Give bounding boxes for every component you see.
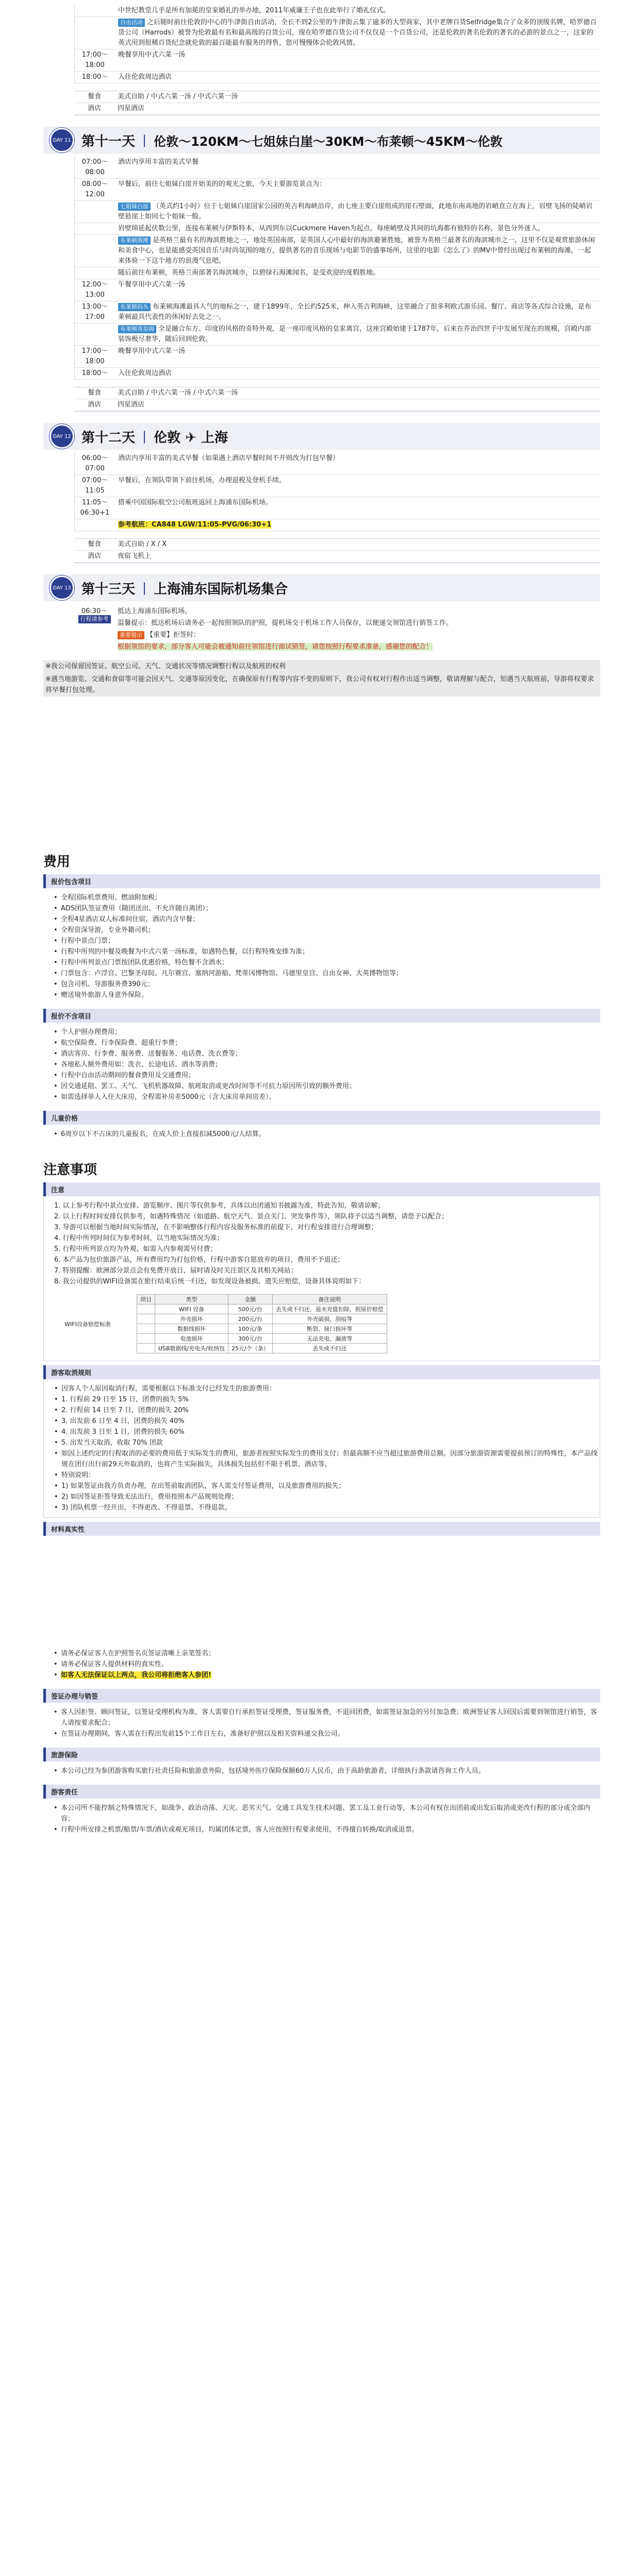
cancel-item: • 特别说明：: [54, 1470, 600, 1481]
include-item: • ADS团队签证费用（随团送出、不允许随自离团）；: [54, 903, 600, 914]
row-text: 岩壁绵延起伏数公里，连接布莱顿与伊斯特本，从西到东以Cuckmere Haven为起点，每座峭壁及其间的坑海都有独特的名称，景色分外迷人。: [118, 225, 544, 232]
wifi-cell: 断裂、接口损坏等: [272, 1324, 387, 1334]
schedule-row: [75, 301, 600, 324]
spacer: [43, 605, 74, 653]
wifi-cell: 外壳损坏: [155, 1314, 228, 1324]
row-text: 早餐后，在领队带领下前往机场，办理退税及登机手续。: [118, 477, 286, 484]
exclude-item: • 酒店客房、行李费、服务费、送餐服务、电话费、洗衣费等；: [54, 1048, 600, 1059]
row-time: [75, 201, 115, 223]
day12-rows: [74, 453, 600, 531]
row-time: 11:05～06:30+1: [80, 499, 110, 517]
tips-bar: 游客责任: [43, 1785, 600, 1799]
row-time: 12:00～13:00: [81, 281, 108, 299]
row-detail: [115, 179, 600, 200]
schedule-row: [75, 519, 600, 531]
cancel-item: • 2. 行程前 14 日至 7 日，团费的损失 20%: [54, 1405, 600, 1416]
wifi-row: [137, 1344, 387, 1353]
child-bar: 儿童价格: [43, 1111, 600, 1125]
include-item: • 行程中所列景点门票按团队优惠价格，特色餐不含酒水；: [54, 957, 600, 968]
row-detail: [115, 497, 600, 519]
row-time: [75, 324, 115, 345]
schedule-row: [75, 72, 600, 83]
day-number: 第十一天: [81, 133, 136, 149]
wifi-cell: 电池损坏: [155, 1334, 228, 1344]
cancel-item: • 3. 出发前 6 日至 4 日，团费的损失 40%: [54, 1416, 600, 1427]
schedule-row: [75, 5, 600, 17]
row-text: 酒店内享用丰富的美式早餐: [118, 158, 199, 166]
day10-rows: [74, 5, 600, 83]
row-detail: [115, 17, 600, 49]
cancel-box: [43, 1379, 600, 1518]
tips-item: • 行程中所安排之机票/船票/车票/酒店或观光项目，均属团体定票，客人应按照行程要求使用，不得擅自转换/取消或退票。: [54, 1824, 600, 1835]
row-detail: [115, 5, 600, 16]
notice-item: 2. 以上行程时间安排仅供参考，如遇特殊情况（如道路、航空天气、景点关门、突发事件等），领队将予以适当调整，请您予以配合；: [54, 1213, 449, 1221]
schedule-row: [75, 179, 600, 201]
notice-item: 1. 以上参考行程中景点安排、游览顺序、图片等仅供参考，具体以出团通知书披露为准，特此告知，敬请谅解；: [54, 1202, 385, 1210]
spot-tag: 布莱顿英皇阁: [118, 325, 156, 333]
arrival-text: 抵达上海浦东国际机场。: [118, 607, 192, 615]
row-detail: [115, 368, 600, 379]
exclude-list: [54, 1023, 600, 1107]
arrival-text: 温馨提示：抵达机场后请务必一起按照领队的护照，提机场交于机场工作人员保存，以便递交领馆进行销签工作。: [118, 619, 453, 627]
visa-item: • 客人因拒签、顾问签证，以签证受理机构为准，客人需要自行承担签证受理费，签证服务费，不退回团费，如需签证加急的另付加急费；欧洲签证客人回国后需要到领馆进行销签，客人请按要求配合；: [54, 1707, 600, 1728]
wifi-label: WIFI设备赔偿标准: [64, 1320, 111, 1328]
row-time: 06:00～07:00: [81, 454, 108, 472]
row-detail: [115, 475, 600, 497]
include-item: • 行程中景点门票；: [54, 936, 600, 946]
row-time: 酒店: [87, 401, 101, 409]
notice-item: 5. 行程中所列景点均为外观，如需入内参观需另付费；: [54, 1245, 217, 1253]
insurance-list: [54, 1761, 600, 1781]
arrival-text: 【重要】拒签时：: [146, 631, 201, 639]
blank-gap: [0, 697, 628, 851]
row-time: 07:00～11:05: [81, 477, 108, 495]
arrival-note: [114, 617, 600, 629]
arrival-note: [114, 629, 600, 641]
day12-section: [43, 423, 600, 563]
wifi-cell: [137, 1304, 155, 1314]
wifi-cell: [137, 1324, 155, 1334]
row-time: 餐食: [87, 93, 101, 100]
row-text: 全是融合东方、印度的风格的奇特外观，是一座印度风格的皇家离宫，这座宫殿始建于1787年，后来在乔治四世手中发展至现在的规模，宫殿内部装饰极尽奢华，随后回到伦敦。: [118, 325, 591, 343]
tips-list: [54, 1799, 600, 1839]
schedule-row: [74, 91, 600, 103]
day13-header: [43, 574, 600, 601]
wifi-row: [137, 1324, 387, 1334]
schedule-row: [75, 157, 600, 179]
wifi-cell: [137, 1314, 155, 1324]
wifi-cell: 200元/台: [228, 1314, 273, 1324]
include-item: • 包含司机、导游服务费390元；: [54, 979, 600, 990]
schedule-row: [75, 279, 600, 301]
day11-rows: [74, 157, 600, 380]
day11-meals: [74, 387, 600, 412]
material-item: • 请务必保证客人提供材料的真实性。: [54, 1659, 600, 1670]
itinerary-notes: [0, 660, 628, 697]
day10-section: [43, 0, 600, 115]
include-item: • 行程中所列的中餐及晚餐为中式六菜一汤标准，如遇特色餐，以行程特殊安排为准；: [54, 946, 600, 957]
material-list: [54, 1644, 600, 1685]
day12-meals: [74, 538, 600, 563]
cancel-item: • 4. 出发前 3 日至 1 日，团费的损失 60%: [54, 1427, 600, 1437]
visa-list: [54, 1703, 600, 1743]
wifi-header-cell: 项目: [137, 1295, 155, 1304]
clock-time: 06:30～: [81, 607, 108, 615]
schedule-row: [75, 453, 600, 475]
wifi-cell: 100元/条: [228, 1324, 273, 1334]
row-text: 布莱顿海滩最具人气的地标之一，建于1899年，全长约525米，伸入英吉利海峡，这里融合了很多利欧式游乐园、餐厅、商店等各式综合设施，是布莱顿最具代表性的休闲好去处之一。: [118, 303, 591, 321]
wifi-cell: 25元/个（条）: [228, 1344, 273, 1353]
row-text: 四星酒店: [118, 105, 145, 112]
day13-body: [43, 605, 600, 653]
row-detail: [115, 72, 600, 83]
row-text: 早餐后，前往七姐妹白崖开始美的的观光之旅，今天主要游览景点为：: [118, 180, 326, 188]
schedule-row: [74, 539, 600, 551]
wifi-cell: [137, 1344, 155, 1353]
divider: |: [142, 429, 147, 444]
row-time: 酒店: [87, 552, 101, 560]
insurance-item: [54, 1766, 600, 1776]
row-time: 餐食: [87, 540, 101, 548]
row-detail: [115, 157, 600, 178]
material-bar: 材料真实性: [43, 1522, 600, 1536]
cancel-item: • 3) 团队机票一经开出，不得更改、不得退票、不得退款。: [54, 1502, 600, 1513]
row-time: 13:00～17:00: [81, 303, 108, 321]
row-detail: [114, 551, 600, 562]
wifi-cell: 丢失或不归还: [272, 1344, 387, 1353]
visa-bar: 签证办理与销签: [43, 1689, 600, 1703]
row-text: 晚餐享用中式六菜一汤: [118, 347, 186, 355]
exclude-item: • 航空保险费、行李保险费、超重行李费；: [54, 1038, 600, 1048]
row-text: 参考航班：CA848 LGW/11:05-PVG/06:30+1: [118, 521, 272, 529]
day11-section: [43, 127, 600, 412]
cancel-item: • 因客人个人原因取消行程，需要根据以下标准支付已经发生的旅游费用：: [54, 1383, 600, 1394]
child-price-text: 6周岁以下不占床的儿童报名，在成人价上直接扣减5000元/人结算。: [61, 1130, 266, 1138]
cancel-item: • 5. 出发当天取消，收取 70% 团款: [54, 1437, 600, 1448]
include-item: • 全程国际机票费用、燃油附加税；: [54, 892, 600, 903]
schedule-row: [74, 387, 600, 399]
row-detail: [115, 519, 600, 531]
child-list: [54, 1125, 600, 1144]
row-text: 中世纪教堂几乎是所有加冕的皇家婚礼的举办地，2011年威廉王子也在此举行了婚礼仪式。: [118, 7, 390, 14]
row-text: 美式自助 / 中式六菜一汤 / 中式六菜一汤: [118, 389, 238, 397]
cancel-item: • 1) 如果签证由我方负责办理，在出签前取消团队，客人需支付签证费用，以及旅游费用的损失；: [54, 1481, 600, 1492]
row-text: 四星酒店: [118, 401, 145, 409]
row-detail: [115, 223, 600, 234]
row-detail: [114, 91, 600, 103]
notice-item: 6. 本产品为包价旅游产品，所有费用均为打包价格，行程中游客自愿放弃的项目，费用不予退还；: [54, 1256, 344, 1264]
divider: |: [142, 133, 147, 147]
day13-rows: [114, 605, 600, 653]
visa-item: • 在签证办理期间，客人需在行程出发前15个工作日左右，准备好护照以及相关资料递交我公司。: [54, 1728, 600, 1739]
notice-title: 注意事项: [43, 1162, 97, 1178]
schedule-row: [75, 267, 600, 279]
gap: [0, 1144, 628, 1159]
blank-gap: [0, 1536, 628, 1644]
notice-item: 3. 导游可以根据当地时间实际情况，在不影响整体行程内容及服务标准的前提下，对行程安排进行合理调整；: [54, 1224, 378, 1231]
row-detail: [114, 539, 600, 550]
day12-header: [43, 423, 600, 450]
schedule-row: [75, 324, 600, 346]
row-detail: [115, 279, 600, 301]
schedule-row: [75, 17, 600, 49]
row-text: 搭乘中国国际航空公司航班返回上海浦东国际机场。: [118, 499, 273, 506]
day13-section: [43, 574, 600, 653]
wifi-cell: 丢失或不归还，退水充值扣除，照原价赔偿: [272, 1304, 387, 1314]
schedule-row: [74, 399, 600, 411]
wifi-cell: 无法充电、漏液等: [272, 1334, 387, 1344]
wifi-header-cell: 金额: [228, 1295, 273, 1304]
include-item: • 全程4星酒店双人标准间住宿，酒店内含早餐；: [54, 914, 600, 925]
schedule-row: [74, 551, 600, 563]
notice-box: [43, 1196, 600, 1361]
wifi-cell: [137, 1334, 155, 1344]
include-bar: 报价包含项目: [43, 874, 600, 888]
material-warning: [54, 1670, 600, 1681]
row-time: 18:00～: [81, 73, 108, 81]
exclude-item: • 因交通延阻、罢工、天气、飞机机器故障、航班取消或更改时间等不可抗力原因所引致的额外费用；: [54, 1081, 600, 1092]
notice-item: 7. 特别提醒：欧洲部分景点会有免费开放日，届时请及时关注景区及其相关网站；: [54, 1267, 298, 1275]
wifi-cell: 数据线损坏: [155, 1324, 228, 1334]
schedule-row: [75, 201, 600, 223]
include-item: • 全程资深导游，专业外籍司机；: [54, 925, 600, 936]
wifi-header-cell: 备注说明: [272, 1295, 387, 1304]
row-text: 夜宿飞机上: [118, 552, 152, 560]
row-text: 入住伦敦周边酒店: [118, 73, 172, 81]
include-list: [54, 888, 600, 1005]
divider: |: [142, 581, 147, 595]
row-detail: [115, 267, 600, 279]
wifi-row: [137, 1334, 387, 1344]
wifi-header-row: [137, 1295, 387, 1304]
row-time: 酒店: [87, 105, 101, 112]
day-title: 上海浦东国际机场集合: [154, 581, 288, 597]
clock-block: [74, 605, 114, 653]
exclude-bar: 报价不含项目: [43, 1009, 600, 1023]
notice-item: 4. 行程中所列时间仅为参考时间，以当地实际情况为准；: [54, 1234, 224, 1242]
tips-item: • 本公司所不能控制之特殊情况下，如战争、政治动荡、天灾、恶劣天气、交通工具发生技术问题、罢工及工业行动等，本公司有权在出团前或出发后取消或更改行程的部分或全部内容；: [54, 1803, 600, 1824]
material-warning-text: 如客人无法保证以上两点，我公司将拒绝客人参团!: [61, 1671, 211, 1679]
row-time: [75, 5, 115, 16]
row-time: [75, 17, 115, 49]
notice-bar: 注意: [43, 1182, 600, 1196]
exclude-item: • 个人护照办理费用；: [54, 1027, 600, 1038]
day-badge: DAY 13: [49, 575, 74, 600]
insurance-text: 本公司已经为参团游客购买旅行社责任险和旅游意外险，包括境外医疗保险保额60万人民币，由于高龄旅游者，详细执行条款请咨询工作人员。: [61, 1767, 485, 1775]
row-text: 美式自助 / X / X: [118, 540, 167, 548]
row-detail: [115, 301, 600, 323]
row-text: 随后前往布莱顿，英格兰南部著名海滨城市，以碧绿石海滩闻名，是受欢迎的度假胜地。: [118, 269, 380, 277]
fees-title: 费用: [43, 854, 71, 870]
schedule-row: [75, 368, 600, 380]
row-detail: [115, 49, 600, 71]
row-time: 17:00～18:00: [81, 347, 108, 365]
exclude-item: • 各地私人额外费用如：洗衣、长途电话、酒水等消费；: [54, 1059, 600, 1070]
row-text: 午餐享用中式六菜一汤: [118, 281, 186, 289]
notice-item: 8. 我公司提供的WIFI设备需在旅行结束后统一归还，如发现设备被损、遗失应赔偿，设备具体说明如下：: [54, 1278, 366, 1285]
row-time: 17:00～18:00: [81, 51, 108, 69]
row-text: 入住伦敦周边酒店: [118, 369, 172, 377]
schedule-row: [75, 223, 600, 235]
spot-tag: 七姐妹白崖: [118, 202, 151, 211]
notice-list: [54, 1196, 600, 1291]
row-detail: [114, 387, 600, 399]
wifi-cell: WIFI 设备: [155, 1304, 228, 1314]
cancel-item: • 2) 如因签证拒签导致无法出行，费用按照本产品规则处理；: [54, 1492, 600, 1502]
day-number: 第十二天: [81, 430, 136, 446]
itinerary-note: ※我公司保留因签证、航空公司、天气、交通状况等情况调整行程以及航班的权利: [43, 660, 600, 673]
clock-tag: 行程请参考: [78, 615, 111, 623]
row-detail: [114, 399, 600, 411]
row-detail: [115, 201, 600, 223]
notice-tag: 重要提示: [118, 631, 144, 639]
schedule-row: [74, 103, 600, 115]
row-time: [75, 235, 115, 267]
wifi-row: [137, 1314, 387, 1324]
row-text: 之后随时前往伦敦的中心的牛津街自由活动，全长不到2公里的牛津街云集了逾多的大型商家，其中老牌百货Selfridge集合了众多的顶级名牌，哈罗德百货公司（Harrods）被誉为伦敦最有名和最高级的百货公司，现在哈罗德百货公司不仅仅是一个百货公司，还是伦敦的著名伦敦的著名的必游的景点之一，这家的英式用到很稀百货纪念就伦敦的最百能最有服务的得售，您可慢慢体会伦敦风情。: [118, 19, 597, 47]
day-badge: DAY 12: [49, 424, 74, 449]
include-item: • 门票包含：卢浮宫、巴黎圣母院、凡尔赛宫、塞纳河游船、梵蒂冈博物馆、马德里皇宫、自由女神、大英博物馆等；: [54, 968, 600, 979]
wifi-block: [44, 1291, 600, 1361]
child-price: [54, 1129, 600, 1140]
row-detail: [114, 103, 600, 114]
day11-header: [43, 127, 600, 154]
arrival-text: 根据领馆的要求，部分客人可能会被通知前往领馆进行面试销签，请您按照行程要求准备，感谢您的配合！: [118, 643, 433, 651]
day-title: 伦敦 ✈ 上海: [154, 430, 228, 446]
schedule-row: [75, 497, 600, 519]
row-detail: [115, 324, 600, 345]
row-time: [75, 223, 115, 234]
wifi-row: [137, 1304, 387, 1314]
row-text: 晚餐享用中式六菜一汤: [118, 51, 186, 59]
row-text: 是英格兰最有名的海滨胜地之一，地处英国南部，是英国人心中最好的海滨避暑胜地，被誉为英格兰最著名的海滨城市之一，这里不仅是观赏旅游休闲和美食中心，也是能感受英国音乐与时尚氛围的地方，提供著名的音乐现场与电影节的盛事场所，这里的电影《怎么了》的MV中曾经出现过布莱顿的海滩，一起来体验一下这个地方的浪漫气息吧。: [118, 236, 596, 265]
row-text: 酒店内享用丰富的美式早餐（如果遇上酒店早餐时间不开则改为打包早餐）: [118, 454, 340, 462]
cancel-bar: 游客取消规则: [43, 1365, 600, 1379]
cancel-item: • 如因上述约定的行程取消的必要的费用低于实际发生的费用，旅游者按照实际发生的费用支付；但最高额不应当超过旅游费用总额。因部分旅游资源需要提前预订的特殊性，本产品线规在团行出行前29天外取消的，也将产生实际损失，具体损失包括但不限于机票、酒店等。: [54, 1448, 600, 1470]
wifi-header-cell: 类型: [155, 1295, 228, 1304]
arrival-note: [114, 605, 600, 617]
day-badge: DAY 11: [49, 128, 74, 152]
exclude-item: • 如需选择单人入住大床房，全程需补房差5000元（含大床房单间房差）。: [54, 1092, 600, 1103]
row-detail: [115, 346, 600, 367]
day-number: 第十三天: [81, 581, 136, 597]
row-detail: [115, 453, 600, 474]
row-text: 美式自助 / 中式六菜一汤 / 中式六菜一汤: [118, 93, 238, 100]
material-item: • 请务必保证客人在护照签名页签证清晰上亲笔签名；: [54, 1648, 600, 1659]
row-text: （英式约1小时）位于七姐妹白崖国家公园的英吉利海峡沿岸，由七座主要白崖组成的崖石壁面，此地东南高地的岩峭直立在海上，岩壁飞扬的陡峭岩壁悬崖上如同七个姐妹一般。: [118, 202, 593, 221]
row-detail: [115, 235, 600, 267]
arrival-note: [114, 641, 600, 653]
wifi-cell: 500元/台: [228, 1304, 273, 1314]
row-time: [75, 519, 115, 531]
insurance-bar: 旅游保险: [43, 1748, 600, 1761]
schedule-row: [75, 49, 600, 72]
row-time: 餐食: [87, 389, 101, 397]
day-title: 伦敦～120KM～七姐妹白崖～30KM～布莱顿～45KM～伦敦: [154, 134, 503, 149]
wifi-cell: 300元/台: [228, 1334, 273, 1344]
exclude-item: • 行程中自由活动期间的餐食费用及交通费用；: [54, 1070, 600, 1081]
spot-tag: 布莱顿码头: [118, 303, 151, 311]
wifi-cell: 外壳破损，刮痕等: [272, 1314, 387, 1324]
schedule-row: [75, 475, 600, 497]
include-item: • 赠送境外旅游人身意外保险。: [54, 990, 600, 1001]
row-time: 08:00～12:00: [81, 180, 108, 198]
spot-tag: 自由活动: [118, 19, 145, 27]
cancel-item: • 1. 行程前 29 日至 15 日，团费的损失 5%: [54, 1394, 600, 1405]
day10-meals: [74, 91, 600, 115]
itinerary-note: ※遇当地游览、交通和食宿等可能会因天气、交通等原因变化，在确保原有行程等内容不变的原则下，我公司有权对行程作出适当调整，敬请理解与配合，知遇当天航班前，导游将权要求将早餐打包处理。: [43, 673, 600, 697]
schedule-row: [75, 346, 600, 368]
spot-tag: 布莱顿海滩: [118, 236, 151, 245]
schedule-row: [75, 235, 600, 267]
row-time: [75, 267, 115, 279]
cancel-list: [54, 1379, 600, 1517]
wifi-cell: USB数据线/充电头/收纳包: [155, 1344, 228, 1353]
row-time: 18:00～: [81, 369, 108, 377]
row-time: 07:00～08:00: [81, 158, 108, 176]
wifi-table: [137, 1294, 387, 1353]
